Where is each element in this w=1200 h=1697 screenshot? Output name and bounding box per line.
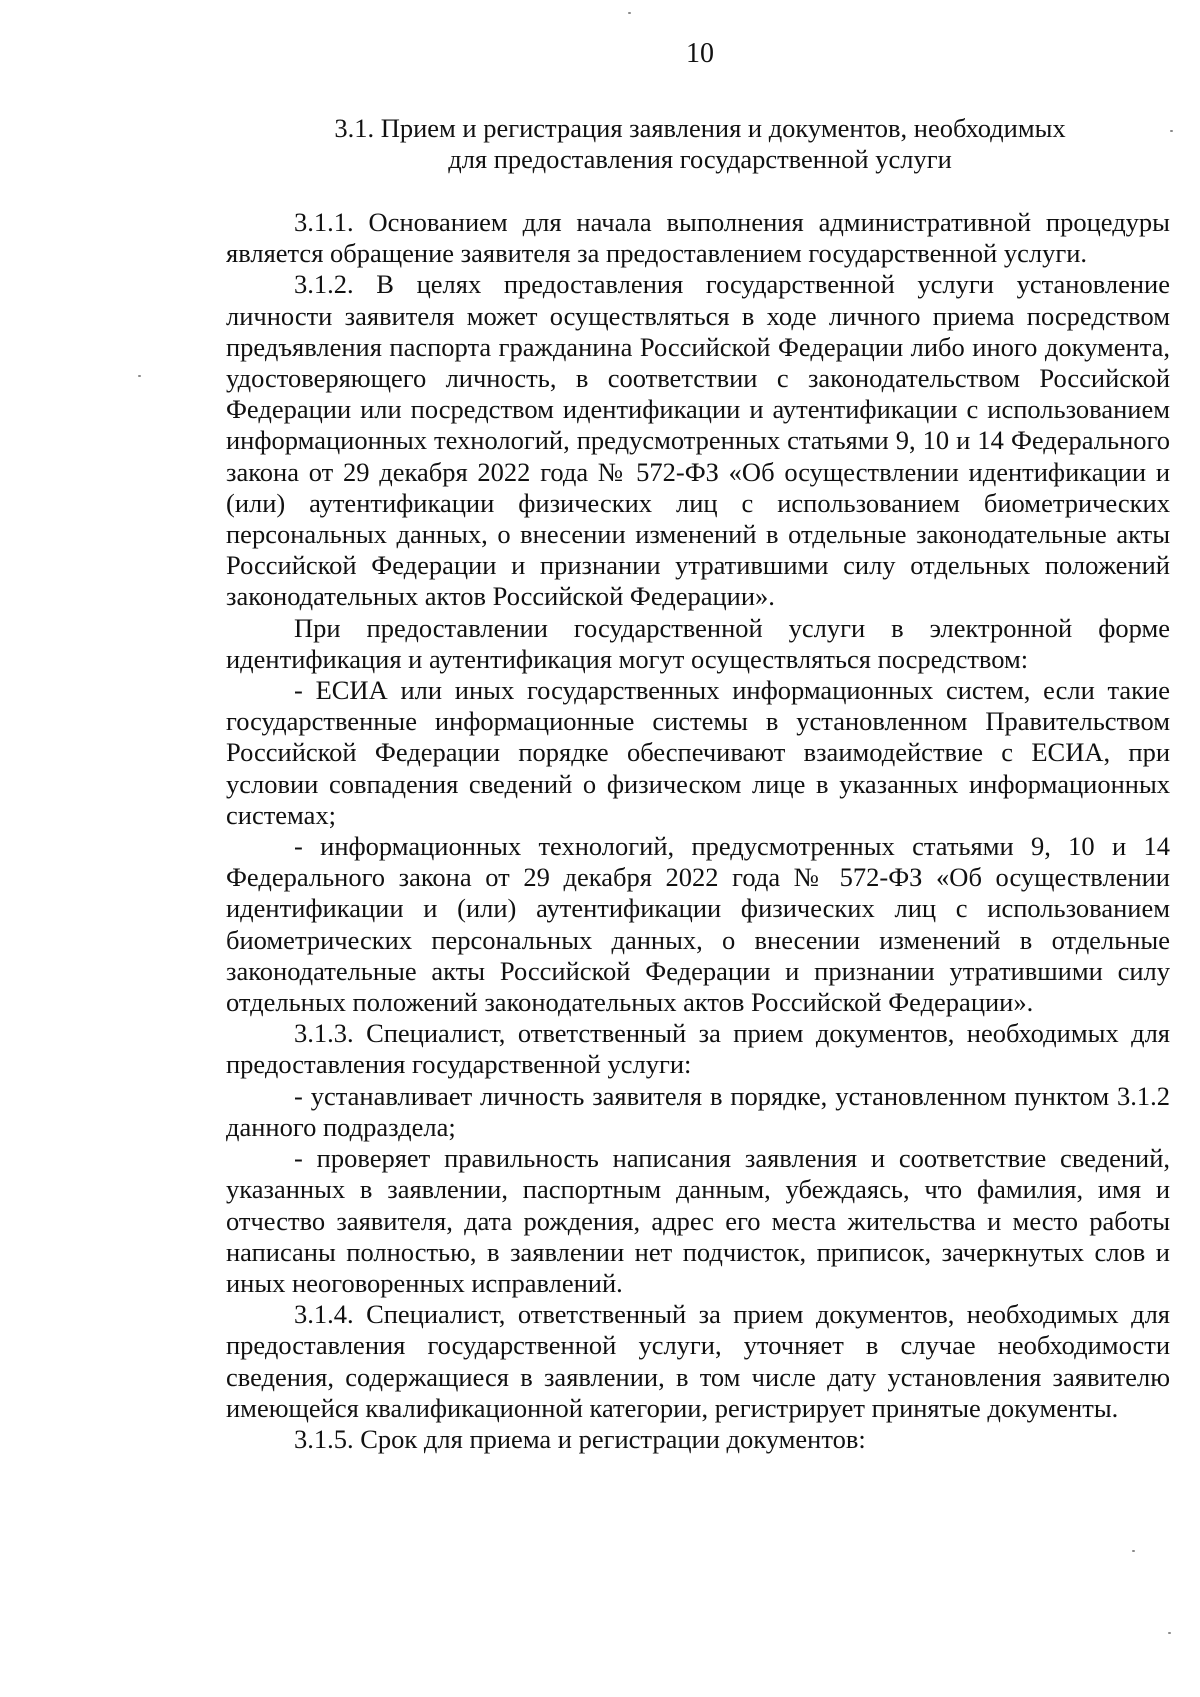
paragraph-3-1-2: 3.1.2. В целях предоставления государственной услуги установление личности заявителя может осуществляться в ходе личного приема посредством предъявления паспорта гражданина Российской Федерации либо иного документа, удостоверяющего личность, в соответствии с законодательством Российской Федерации или посредством идентификации и аутентификации с использованием информационных технологий, предусмотренных статьями 9, 10 и 14 Федерального закона от 29 декабря 2022 года № 572-ФЗ «Об осуществлении идентификации и (или) аутентификации физических лиц с использованием биометрических персональных данных, о внесении изменений в отдельные законодательные акты Российской Федерации и признании утратившими силу отдельных положений законодательных актов Российской Федерации». [226,269,1170,612]
scan-speck [1132,1550,1135,1552]
paragraph-3-1-4: 3.1.4. Специалист, ответственный за прием документов, необходимых для предоставления государственной услуги, уточняет в случае необходимости сведения, содержащиеся в заявлении, в том числе дату установления заявителю имеющейся квалификационной категории, регистрирует принятые документы. [226,1299,1170,1423]
scan-speck [628,12,631,14]
scan-speck [1168,1632,1171,1634]
section-heading-line-1: 3.1. Прием и регистрация заявления и документов, необходимых [334,113,1066,143]
document-body [226,207,1170,1455]
paragraph-electronic-identification: При предоставлении государственной услуги в электронной форме идентификация и аутентификация могут осуществляться посредством: [226,612,1170,674]
scan-speck [138,375,141,377]
paragraph-3-1-1: 3.1.1. Основанием для начала выполнения административной процедуры является обращение заявителя за предоставлением государственной услуги. [226,207,1170,269]
list-item-identity-check: - устанавливает личность заявителя в порядке, установленном пунктом 3.1.2 данного подраздела; [226,1080,1170,1142]
list-item-information-technologies: - информационных технологий, предусмотренных статьями 9, 10 и 14 Федерального закона от 29 декабря 2022 года № 572-ФЗ «Об осуществлении идентификации и (или) аутентификации физических лиц с использованием биометрических персональных данных, о внесении изменений в отдельные законодательные акты Российской Федерации и признании утратившими силу отдельных положений законодательных актов Российской Федерации». [226,831,1170,1018]
paragraph-3-1-5: 3.1.5. Срок для приема и регистрации документов: [294,1423,866,1454]
page-number: 10 [686,38,714,69]
section-heading [230,113,1170,175]
section-heading-line-2: для предоставления государственной услуги [448,144,952,174]
list-item-application-check: - проверяет правильность написания заявления и соответствие сведений, указанных в заявлении, паспортным данным, убеждаясь, что фамилия, имя и отчество заявителя, дата рождения, адрес его места жительства и место работы написаны полностью, в заявлении нет подчисток, приписок, зачеркнутых слов и иных неоговоренных исправлений. [226,1143,1170,1298]
paragraph-3-1-3: 3.1.3. Специалист, ответственный за прием документов, необходимых для предоставления государственной услуги: [226,1018,1170,1080]
scan-speck [1170,130,1173,132]
list-item-esia: - ЕСИА или иных государственных информационных систем, если такие государственные информационные системы в установленном Правительством Российской Федерации порядке обеспечивают взаимодействие с ЕСИА, при условии совпадения сведений о физическом лице в указанных информационных системах; [226,675,1170,830]
